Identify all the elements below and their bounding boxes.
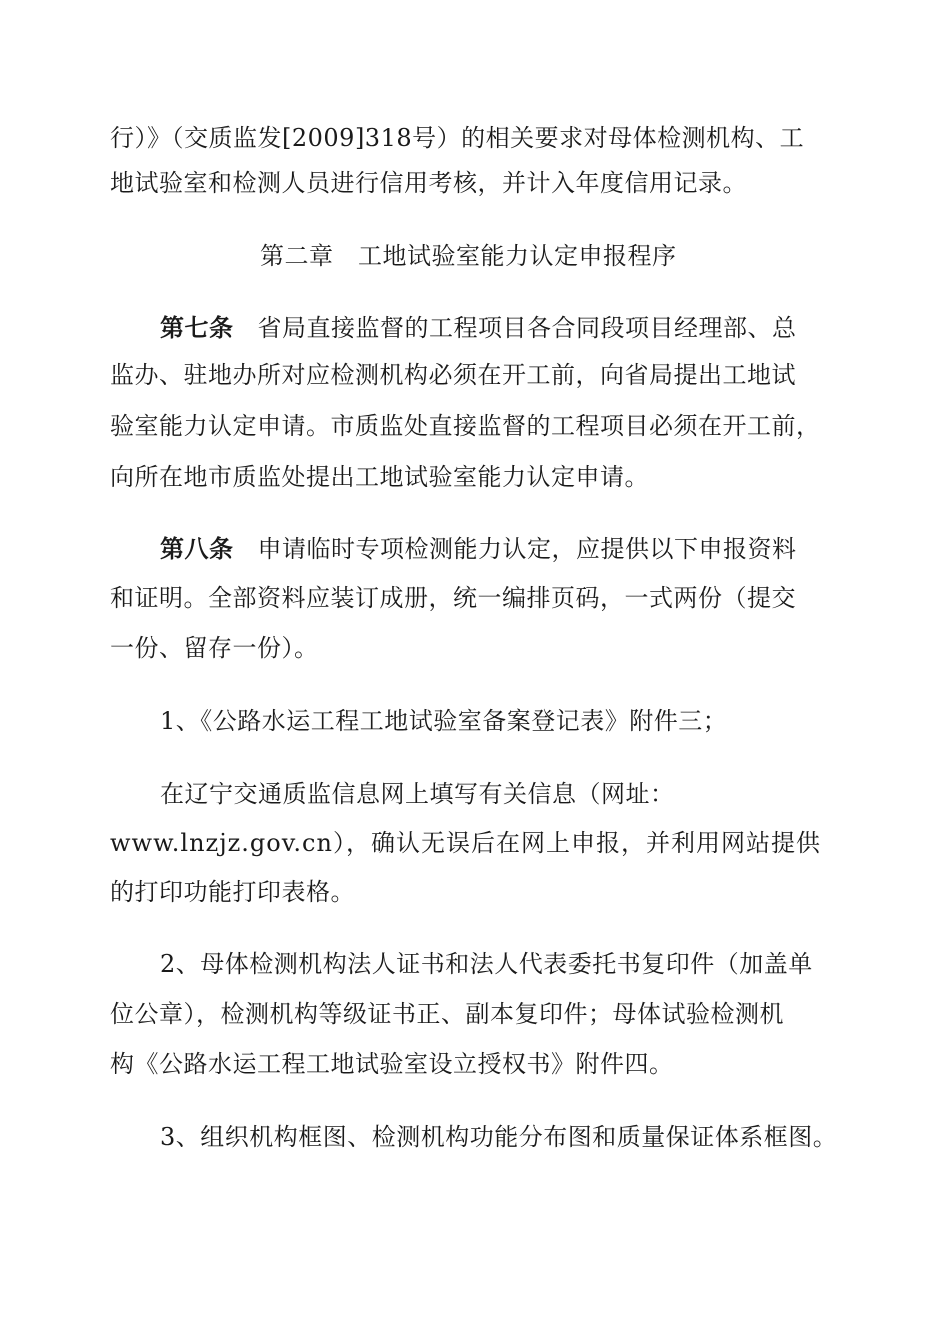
paragraph-line: 和证明。全部资料应装订成册，统一编排页码，一式两份（提交 [110, 584, 796, 612]
list-item-3: 3、组织机构框图、检测机构功能分布图和质量保证体系框图。 [160, 1123, 838, 1151]
article-label: 第八条 [160, 534, 234, 563]
chapter-heading: 第二章 工地试验室能力认定申报程序 [260, 242, 677, 270]
paragraph-line: 监办、驻地办所对应检测机构必须在开工前，向省局提出工地试 [110, 361, 796, 389]
paragraph-line: 行）》（交质监发[2009]318号）的相关要求对母体检测机构、工 [110, 124, 805, 152]
list-item-2: 2、母体检测机构法人证书和法人代表委托书复印件（加盖单 [160, 950, 813, 978]
paragraph-line: 的打印功能打印表格。 [110, 878, 355, 906]
paragraph-line: www.lnzjz.gov.cn），确认无误后在网上申报，并利用网站提供 [110, 829, 821, 857]
paragraph-line: 在辽宁交通质监信息网上填写有关信息（网址： [160, 780, 675, 808]
paragraph-line: 构《公路水运工程工地试验室设立授权书》附件四。 [110, 1050, 674, 1078]
article-8-first-line [160, 531, 797, 567]
paragraph-line: 申请临时专项检测能力认定，应提供以下申报资料 [257, 535, 797, 563]
paragraph-line: 省局直接监督的工程项目各合同段项目经理部、总 [257, 314, 797, 342]
article-7-first-line [160, 310, 797, 346]
paragraph-line: 向所在地市质监处提出工地试验室能力认定申请。 [110, 463, 649, 491]
paragraph-line: 位公章），检测机构等级证书正、副本复印件；母体试验检测机 [110, 1000, 784, 1028]
paragraph-line: 一份、留存一份）。 [110, 634, 319, 662]
article-label: 第七条 [160, 313, 234, 342]
paragraph-line: 验室能力认定申请。市质监处直接监督的工程项目必须在开工前， [110, 412, 821, 440]
list-item-1: 1、《公路水运工程工地试验室备案登记表》附件三； [160, 707, 728, 735]
paragraph-line: 地试验室和检测人员进行信用考核，并计入年度信用记录。 [110, 169, 747, 197]
